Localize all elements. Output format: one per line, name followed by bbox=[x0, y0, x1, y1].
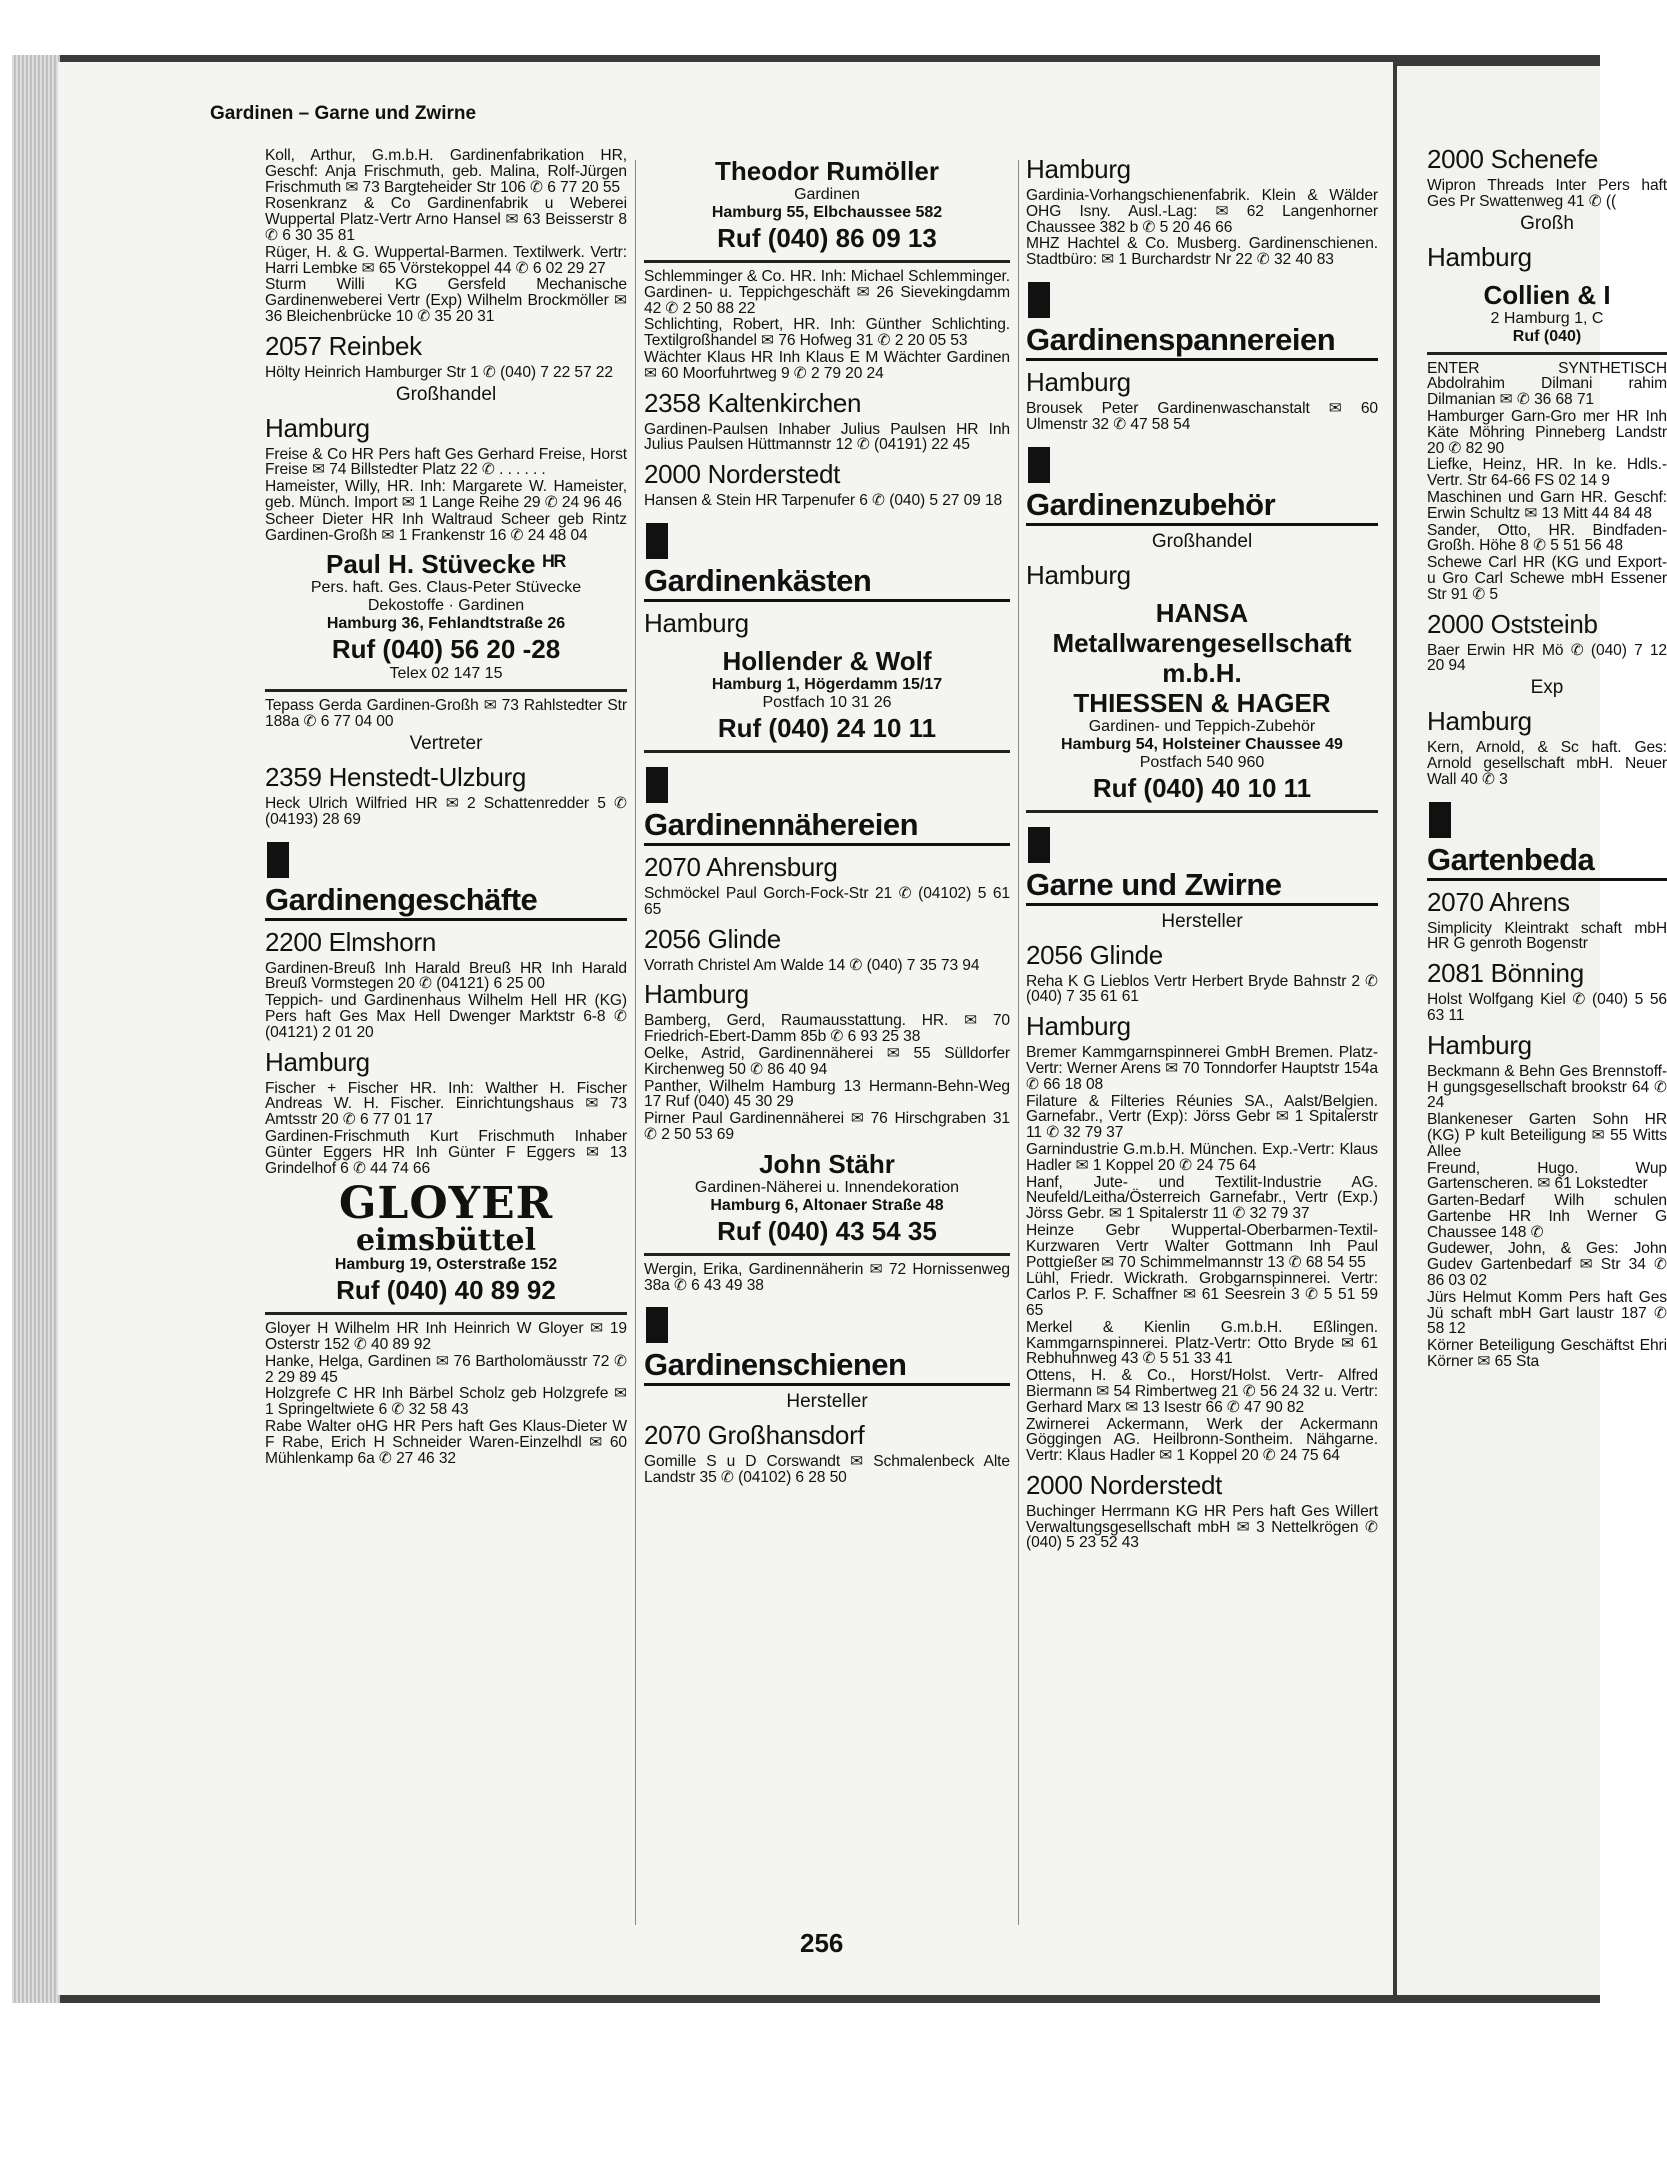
ad-description: Pers. haft. Ges. Claus-Peter Stüvecke bbox=[310, 579, 582, 597]
city-heading: 2081 Bönning bbox=[1427, 958, 1584, 989]
subcategory-heading: Exp bbox=[1530, 677, 1564, 699]
ad-company-name: Theodor Rumöller bbox=[715, 156, 939, 186]
city-heading: 2000 Schenefe bbox=[1427, 144, 1599, 174]
listing-entry: Hanf, Jute- und Textilit-Industrie AG. Neufeld/Leitha/Österreich Garnefabr., Vertr (Exp.) Jörss Gebr. ✉ 1 Spitalerstr 11 ✆ 32 79 37 bbox=[1026, 1173, 1378, 1223]
ad-phone: Ruf (040) 40 89 92 bbox=[336, 1275, 556, 1306]
city-heading: Hamburg bbox=[644, 607, 749, 638]
listing-entry: Wipron Threads Inter Pers haft Ges Pr Swattenweg 41 ✆ (( bbox=[1427, 177, 1667, 210]
city-heading: 2358 Kaltenkirchen bbox=[644, 387, 862, 418]
city-heading: 2070 Ahrens bbox=[1427, 886, 1570, 917]
listing-entry: Gomille S u D Corswandt ✉ Schmalenbeck Alte Landstr 35 ✆ (04102) 6 28 50 bbox=[644, 1453, 1010, 1487]
city-heading: 2000 Oststeinb bbox=[1427, 608, 1598, 639]
ad-phone: Ruf (040) 56 20 -28 bbox=[331, 634, 561, 665]
section-heading: Gardinenkästen bbox=[644, 563, 1010, 602]
ad-description: 2 Hamburg 1, C bbox=[1490, 309, 1604, 327]
listing-entry: Jürs Helmut Komm Pers haft Ges Jü schaft mbH Gart laustr 187 ✆ 58 12 bbox=[1427, 1288, 1667, 1338]
advertisement-box bbox=[1427, 276, 1667, 355]
city-heading: Hamburg bbox=[1026, 559, 1131, 590]
city-heading: 2000 Norderstedt bbox=[1026, 1469, 1223, 1500]
listing-entry: Vorrath Christel Am Walde 14 ✆ (040) 7 35 73 94 bbox=[644, 956, 980, 974]
ad-company-name: HANSA bbox=[1155, 597, 1249, 628]
listing-entry: Gardinen-Paulsen Inhaber Julius Paulsen HR Inh Julius Paulsen Hüttmannstr 12 ✆ (04191) 22 45 bbox=[644, 420, 1010, 454]
listing-entry: Hansen & Stein HR Tarpenufer 6 ✆ (040) 5 27 09 18 bbox=[644, 492, 1003, 510]
section-heading: Garne und Zwirne bbox=[1026, 867, 1378, 906]
listing-entry: Gardinia-Vorhangschienenfabrik. Klein & Wälder OHG Isny. Ausl.-Lag: ✉ 62 Langenhorner Chaussee 382 b ✆ 5 20 46 66 bbox=[1026, 187, 1378, 236]
ad-address: Hamburg 36, Fehlandtstraße 26 bbox=[326, 615, 566, 633]
ad-phone: Ruf (040) 43 54 35 bbox=[717, 1215, 937, 1246]
ad-company-name: Collien & I bbox=[1483, 279, 1611, 310]
listing-entry: Hamburger Garn-Gro mer HR Inh Käte Möhring Pinneberg Landstr 20 ✆ 82 90 bbox=[1427, 407, 1667, 457]
listing-entry: Schewe Carl HR (KG und Export- u Gro Carl Schewe mbH Essener Str 91 ✆ 5 bbox=[1427, 554, 1667, 603]
section-marker-block bbox=[646, 1307, 668, 1343]
listing-entry: Wergin, Erika, Gardinennäherin ✉ 72 Hornissenweg 38a ✆ 6 43 49 38 bbox=[644, 1260, 1010, 1294]
listing-entry: Garten-Bedarf Wilh schulen Gartenbe HR Inh Werner G Chaussee 148 ✆ bbox=[1427, 1192, 1667, 1241]
ad-description: Dekostoffe · Gardinen bbox=[367, 597, 525, 615]
ad-phone: Ruf (040) 40 10 11 bbox=[1092, 772, 1312, 803]
listing-entry: Buchinger Herrmann KG HR Pers haft Ges Willert Verwaltungsgesellschaft mbH ✉ 3 Nettelkrögen ✆ (040) 5 23 52 43 bbox=[1026, 1502, 1378, 1552]
section-marker-block bbox=[1028, 827, 1050, 863]
ad-address: Hamburg 19, Osterstraße 152 bbox=[334, 1256, 558, 1274]
section-marker-block bbox=[1028, 447, 1050, 483]
ad-address: Hamburg 55, Elbchaussee 582 bbox=[711, 204, 943, 221]
listing-entry: Schlemminger & Co. HR. Inh: Michael Schlemminger. Gardinen- u. Teppichgeschäft ✉ 26 Sievekingdamm 42 ✆ 2 50 88 22 bbox=[644, 268, 1010, 317]
advertisement-box bbox=[644, 152, 1010, 263]
ad-address: Hamburg 1, Högerdamm 15/17 bbox=[711, 675, 943, 693]
subcategory-heading: Großh bbox=[1520, 212, 1574, 234]
listing-entry: Freund, Hugo. Wup Gartenscheren. ✉ 61 Lokstedter bbox=[1427, 1159, 1667, 1193]
city-heading: Hamburg bbox=[1026, 154, 1131, 184]
listing-entry: Kern, Arnold, & Sc haft. Ges: Arnold gesellschaft mbH. Neuer Wall 40 ✆ 3 bbox=[1427, 739, 1667, 788]
listing-entry: Hölty Heinrich Hamburger Str 1 ✆ (040) 7 22 57 22 bbox=[265, 363, 613, 381]
listing-entry: Brousek Peter Gardinenwaschanstalt ✉ 60 Ulmenstr 32 ✆ 47 58 54 bbox=[1026, 399, 1378, 433]
listing-entry: Gloyer H Wilhelm HR Inh Heinrich W Gloyer ✉ 19 Osterstr 152 ✆ 40 89 92 bbox=[265, 1320, 627, 1354]
section-heading: Gardinennähereien bbox=[644, 807, 1010, 846]
listing-entry: Baer Erwin HR Mö ✆ (040) 7 12 20 94 bbox=[1427, 641, 1667, 675]
ad-description: Gardinen bbox=[794, 186, 860, 203]
next-page-fragment bbox=[1397, 66, 1667, 1995]
ad-description: Gardinen- und Teppich-Zubehör bbox=[1088, 717, 1316, 735]
column-4 bbox=[1427, 138, 1667, 1371]
listing-entry: Fischer + Fischer HR. Inh: Walther H. Fischer Andreas W. H. Fischer. Einrichtungshaus ✉ 73 Amtsstr 20 ✆ 6 77 01 17 bbox=[265, 1079, 627, 1129]
city-heading: Hamburg bbox=[265, 412, 370, 443]
ad-logo-subname: eimsbüttel bbox=[355, 1223, 537, 1259]
ad-company-name: Paul H. Stüvecke ᴴᴿ bbox=[325, 549, 567, 580]
city-heading: 2000 Norderstedt bbox=[644, 459, 841, 490]
listing-entry: Tepass Gerda Gardinen-Großh ✉ 73 Rahlstedter Str 188a ✆ 6 77 04 00 bbox=[265, 697, 627, 731]
advertisement-box bbox=[1026, 594, 1378, 813]
ad-address: Ruf (040) bbox=[1512, 327, 1582, 345]
city-heading: Hamburg bbox=[265, 1046, 370, 1077]
ad-company-name: John Stähr bbox=[759, 1148, 895, 1179]
ad-company-name-line: Metallwarengesellschaft bbox=[1052, 627, 1352, 658]
city-heading: Hamburg bbox=[644, 979, 749, 1010]
city-heading: 2056 Glinde bbox=[1026, 939, 1163, 970]
listing-entry: ENTER SYNTHETISCH Abdolrahim Dilmani rahim Dilmanian ✉ ✆ 36 68 71 bbox=[1427, 359, 1667, 409]
listing-entry: Teppich- und Gardinenhaus Wilhelm Hell HR (KG) Pers haft Ges Max Hell Dwenger Marktstr 6-8 ✆ (04121) 2 01 20 bbox=[265, 992, 627, 1041]
listing-entry: Körner Beteiligung Geschäftst Ehri Körner ✉ 65 Sta bbox=[1427, 1337, 1667, 1371]
city-heading: Hamburg bbox=[1427, 1029, 1532, 1060]
ad-phone: Ruf (040) 24 10 11 bbox=[717, 712, 937, 743]
listing-entry: Garnindustrie G.m.b.H. München. Exp.-Vertr: Klaus Hadler ✉ 1 Koppel 20 ✆ 24 75 64 bbox=[1026, 1140, 1378, 1174]
city-heading: 2200 Elmshorn bbox=[265, 926, 436, 957]
city-heading: 2070 Großhansdorf bbox=[644, 1420, 865, 1451]
section-marker-block bbox=[646, 767, 668, 803]
subcategory-heading: Vertreter bbox=[409, 732, 483, 754]
ad-logo-name: GLOYER bbox=[338, 1178, 554, 1230]
listing-entry: Hanke, Helga, Gardinen ✉ 76 Bartholomäusstr 72 ✆ 2 29 89 45 bbox=[265, 1352, 627, 1386]
book-page-edges bbox=[12, 55, 60, 2003]
section-marker-block bbox=[267, 842, 289, 878]
city-heading: Hamburg bbox=[1427, 241, 1532, 272]
listing-entry: Oelke, Astrid, Gardinennäherei ✉ 55 Sülldorfer Kirchenweg 50 ✆ 86 40 94 bbox=[644, 1044, 1010, 1078]
listing-entry: Rosenkranz & Co Gardinenfabrik u Weberei Wuppertal Platz-Vertr Arno Hansel ✉ 63 Beisserstr 8 ✆ 6 30 35 81 bbox=[265, 195, 627, 244]
column-3 bbox=[1026, 148, 1378, 1552]
ad-company-name-line: m.b.H. bbox=[1162, 657, 1242, 688]
city-heading: 2056 Glinde bbox=[644, 923, 781, 954]
listing-entry: Schlichting, Robert, HR. Inh: Günther Schlichting. Textilgroßhandel ✉ 76 Hofweg 31 ✆ 2 20 05 53 bbox=[644, 316, 1010, 350]
section-marker-block bbox=[1429, 802, 1451, 838]
ad-description: Gardinen-Näherei u. Innendekoration bbox=[694, 1178, 960, 1196]
city-heading: 2057 Reinbek bbox=[265, 330, 422, 361]
section-heading: Gartenbeda bbox=[1427, 842, 1667, 881]
advertisement-box bbox=[265, 545, 627, 692]
subcategory-heading: Großhandel bbox=[1151, 530, 1253, 552]
listing-entry: Gardinen-Frischmuth Kurt Frischmuth Inhaber Günter Eggers HR Inh Günter F Eggers ✉ 13 Grindelhof 6 ✆ 44 74 66 bbox=[265, 1127, 627, 1177]
listing-entry: Rabe Walter oHG HR Pers haft Ges Klaus-Dieter W F Rabe, Erich H Schneider Waren-Einzelhdl ✉ 60 Mühlenkamp 6a ✆ 27 46 32 bbox=[265, 1418, 627, 1467]
ad-company-name: Hollender & Wolf bbox=[722, 645, 932, 676]
page-number: 256 bbox=[800, 1928, 844, 1958]
listing-entry: Pirner Paul Gardinennäherei ✉ 76 Hirschgraben 31 ✆ 2 50 53 69 bbox=[644, 1110, 1010, 1143]
listing-entry: Simplicity Kleintrakt schaft mbH HR G genroth Bogenstr bbox=[1427, 919, 1667, 953]
ad-postbox: Postfach 10 31 26 bbox=[762, 693, 892, 711]
listing-entry: Holzgrefe C HR Inh Bärbel Scholz geb Holzgrefe ✉ 1 Springeltwiete 6 ✆ 32 58 43 bbox=[265, 1385, 627, 1419]
listing-entry: Holst Wolfgang Kiel ✆ (040) 5 56 63 11 bbox=[1427, 991, 1667, 1024]
advertisement-box bbox=[644, 1145, 1010, 1256]
ad-address: Hamburg 54, Holsteiner Chaussee 49 bbox=[1061, 735, 1343, 753]
city-heading: Hamburg bbox=[1026, 1011, 1131, 1042]
column-rule bbox=[1018, 160, 1019, 1925]
listing-entry: Sturm Willi KG Gersfeld Mechanische Gardinenweberei Vertr (Exp) Wilhelm Brockmöller ✉ 36 Bleichenbrücke 10 ✆ 35 20 31 bbox=[265, 276, 627, 325]
city-heading: Hamburg bbox=[1026, 366, 1131, 397]
listing-entry: MHZ Hachtel & Co. Musberg. Gardinenschienen. Stadtbüro: ✉ 1 Burchardstr Nr 22 ✆ 32 40 83 bbox=[1026, 235, 1378, 269]
ad-phone: Ruf (040) 86 09 13 bbox=[717, 223, 937, 253]
listing-entry: Sander, Otto, HR. Bindfaden-Großh. Höhe 8 ✆ 5 51 56 48 bbox=[1427, 521, 1667, 555]
listing-entry: Scheer Dieter HR Inh Waltraud Scheer geb Rintz Gardinen-Großh ✉ 1 Frankenstr 16 ✆ 24 48 04 bbox=[265, 510, 627, 544]
subcategory-heading: Hersteller bbox=[786, 1391, 868, 1413]
listing-entry: Merkel & Kienlin G.m.b.H. Eßlingen. Kammgarnspinnerei. Platz-Vertr: Otto Bryde ✉ 61 Rebhuhnweg 43 ✆ 5 51 33 41 bbox=[1026, 1318, 1378, 1368]
listing-entry: Filature & Filteries Réunies SA., Aalst/Belgien. Garnefabr., Vertr (Exp): Jörss Gebr ✉ 1 Spitalerstr 11 ✆ 32 79 37 bbox=[1026, 1092, 1378, 1142]
listing-entry: Heinze Gebr Wuppertal-Oberbarmen-Textil-Kurzwaren Vertr Walter Gottmann Inh Paul Pottgießer ✉ 70 Schimmelmannstr 13 ✆ 68 54 55 bbox=[1026, 1221, 1378, 1271]
section-marker-block bbox=[646, 523, 668, 559]
ad-postbox: Postfach 540 960 bbox=[1139, 753, 1265, 771]
ad-address: Hamburg 6, Altonaer Straße 48 bbox=[710, 1196, 944, 1214]
listing-entry: Liefke, Heinz, HR. In ke. Hdls.-Vertr. Str 64-66 FS 02 14 9 bbox=[1427, 456, 1667, 490]
listing-entry: Rüger, H. & G. Wuppertal-Barmen. Textilwerk. Vertr: Harri Lembke ✉ 65 Vörstekoppel 44 ✆ 6 02 29 27 bbox=[265, 243, 627, 277]
listing-entry: Koll, Arthur, G.m.b.H. Gardinenfabrikation HR, Geschf: Anja Frischmuth, geb. Malina, Rolf-Jürgen Frischmuth ✉ 73 Bargteheider Str 106 ✆ 6 77 20 55 bbox=[265, 147, 627, 196]
listing-entry: Hameister, Willy, HR. Inh: Margarete W. Hameister, geb. Münch. Import ✉ 1 Lange Reihe 29 ✆ 24 96 46 bbox=[265, 478, 627, 511]
column-1 bbox=[265, 148, 627, 1467]
section-heading: Gardinenzubehör bbox=[1026, 487, 1378, 526]
listing-entry: Panther, Wilhelm Hamburg 13 Hermann-Behn-Weg 17 Ruf (040) 45 30 29 bbox=[644, 1077, 1010, 1111]
section-heading: Gardinenspannereien bbox=[1026, 322, 1378, 361]
column-rule bbox=[635, 160, 636, 1925]
city-heading: Hamburg bbox=[1427, 706, 1532, 737]
listing-entry: Gudewer, John, & Ges: John Gudev Gartenbedarf ✉ Str 34 ✆ 86 03 02 bbox=[1427, 1240, 1667, 1290]
listing-entry: Schmöckel Paul Gorch-Fock-Str 21 ✆ (04102) 5 61 65 bbox=[644, 884, 1010, 918]
listing-entry: Gardinen-Breuß Inh Harald Breuß HR Inh Harald Breuß Vormstegen 20 ✆ (04121) 6 25 00 bbox=[265, 959, 627, 993]
advertisement-box bbox=[265, 1178, 627, 1315]
section-heading: Gardinenschienen bbox=[644, 1347, 1010, 1386]
city-heading: 2070 Ahrensburg bbox=[644, 851, 838, 882]
listing-entry: Reha K G Lieblos Vertr Herbert Bryde Bahnstr 2 ✆ (040) 7 35 61 61 bbox=[1026, 972, 1378, 1006]
listing-entry: Maschinen und Garn HR. Geschf: Erwin Schultz ✉ 13 Mitt 44 84 48 bbox=[1427, 488, 1667, 522]
running-head: Gardinen – Garne und Zwirne bbox=[210, 103, 477, 124]
listing-entry: Bamberg, Gerd, Raumausstattung. HR. ✉ 70 Friedrich-Ebert-Damm 85b ✆ 6 93 25 38 bbox=[644, 1012, 1010, 1046]
city-heading: 2359 Henstedt-Ulzburg bbox=[265, 761, 527, 792]
section-heading: Gardinengeschäfte bbox=[265, 882, 627, 921]
listing-entry: Bremer Kammgarnspinnerei GmbH Bremen. Platz-Vertr: Werner Arens ✉ 70 Tonndorfer Hauptstr 154a ✆ 66 18 08 bbox=[1026, 1044, 1378, 1093]
subcategory-heading: Hersteller bbox=[1161, 910, 1243, 932]
section-marker-block bbox=[1028, 282, 1050, 318]
listing-entry: Freise & Co HR Pers haft Ges Gerhard Freise, Horst Freise ✉ 74 Billstedter Platz 22 ✆ . . . . . . bbox=[265, 445, 627, 479]
ad-company-name-line: THIESSEN & HAGER bbox=[1073, 687, 1331, 718]
listing-entry: Ottens, H. & Co., Horst/Holst. Vertr- Alfred Biermann ✉ 54 Rimbertweg 21 ✆ 56 24 32 u. Vertr: Gerhard Marx ✉ 13 Isestr 66 ✆ 47 90 82 bbox=[1026, 1367, 1378, 1416]
listing-entry: Zwirnerei Ackermann, Werk der Ackermann Göggingen AG. Heilbronn-Sontheim. Nähgarne. Vertr: Klaus Hadler ✉ 1 Koppel 20 ✆ 24 75 64 bbox=[1026, 1415, 1378, 1465]
listing-entry: Heck Ulrich Wilfried HR ✉ 2 Schattenredder 5 ✆ (04193) 28 69 bbox=[265, 794, 627, 828]
listing-entry: Wächter Klaus HR Inh Klaus E M Wächter Gardinen ✉ 60 Moorfuhrtweg 9 ✆ 2 79 20 24 bbox=[644, 348, 1010, 382]
column-2 bbox=[644, 150, 1010, 1487]
subcategory-heading: Großhandel bbox=[395, 383, 497, 405]
listing-entry: Lühl, Friedr. Wickrath. Grobgarnspinnerei. Vertr: Carlos P. F. Schaffner ✉ 61 Seesrein 3 ✆ 5 51 59 65 bbox=[1026, 1270, 1378, 1319]
advertisement-box bbox=[644, 642, 1010, 753]
ad-telex: Telex 02 147 15 bbox=[389, 665, 503, 683]
listing-entry: Beckmann & Behn Ges Brennstoff-H gungsgesellschaft brookstr 64 ✆ 24 bbox=[1427, 1062, 1667, 1112]
listing-entry: Blankeneser Garten Sohn HR (KG) P kult Beteiligung ✉ 55 Witts Allee bbox=[1427, 1111, 1667, 1160]
